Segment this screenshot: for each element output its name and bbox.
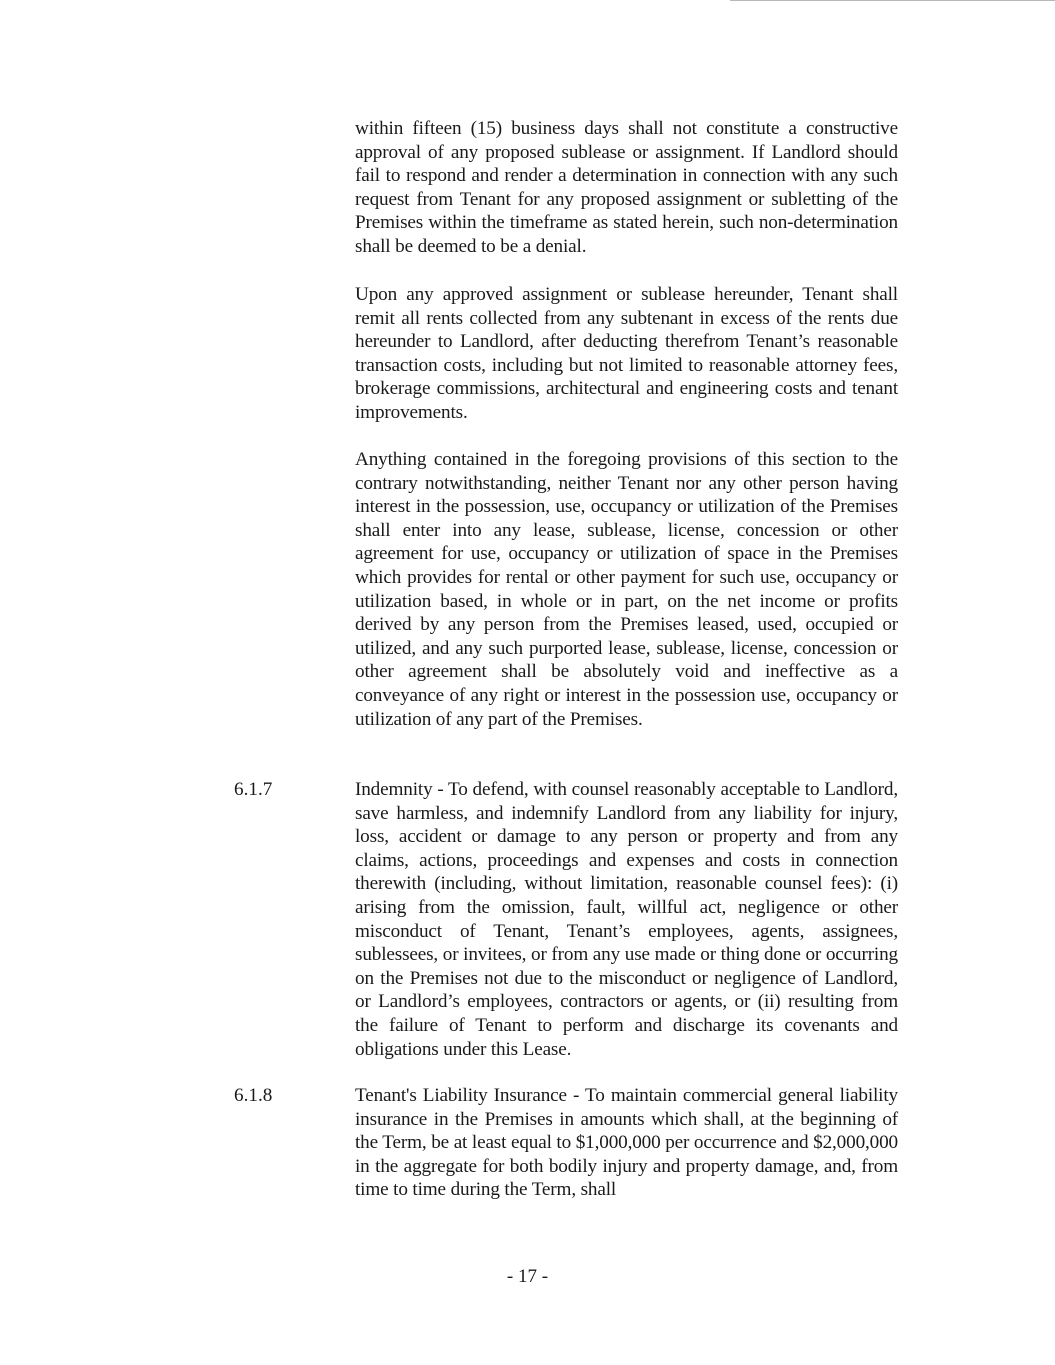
paragraph-sublease-approval: within fifteen (15) business days shall not constitute a constructive approval of any proposed sublease or assignment. If Landlord should fail to respond and render a determination in connection with any such request from Tenant for any proposed assignment or subletting of the Premises within the timeframe as stated herein, such non-determination shall be deemed to be a denial. [355, 118, 898, 257]
page-number-text: - 17 - [506, 1266, 549, 1287]
section-number: 6.1.8 [234, 1085, 273, 1106]
scan-edge-line [730, 0, 1055, 1]
paragraph-net-income-restriction: Anything contained in the foregoing provisions of this section to the contrary notwithstanding, neither Tenant nor any other person having interest in the possession, use, occupancy or utilization of the Premises shall enter into any lease, sublease, license, concession or other agreement for use, occupancy or utilization of space in the Premises which provides for rental or other payment for such use, occupancy or utilization based, in whole or in part, on the net income or profits derived by any person from the Premises leased, used, occupied or utilized, and any such purported lease, sublease, license, concession or other agreement shall be absolutely void and ineffective as a conveyance of any right or interest in the possession use, occupancy or utilization of any part of the Premises. [355, 449, 898, 730]
paragraph-excess-rents: Upon any approved assignment or sublease hereunder, Tenant shall remit all rents collected from any subtenant in excess of the rents due hereunder to Landlord, after deducting therefrom Tenant’s reasonable transaction costs, including but not limited to reasonable attorney fees, brokerage commissions, architectural and engineering costs and tenant improvements. [355, 284, 898, 423]
page-number [0, 1265, 1055, 1289]
section-text: Tenant's Liability Insurance - To maintain commercial general liability insurance in the Premises in amounts which shall, at the beginning of the Term, be at least equal to $1,000,000 per occurrence and $2,000,000 in the aggregate for both bodily injury and property damage, and, from time to time during the Term, shall [355, 1085, 898, 1201]
section-text: Indemnity - To defend, with counsel reasonably acceptable to Landlord, save harmless, and indemnify Landlord from any liability for injury, loss, accident or damage to any person or property and from any claims, actions, proceedings and expenses and costs in connection therewith (including, without limitation, reasonable counsel fees): (i) arising from the omission, fault, willful act, negligence or other misconduct of Tenant, Tenant’s employees, agents, assignees, sublessees, or invitees, or from any use made or thing done or occurring on the Premises not due to the misconduct or negligence of Landlord, or Landlord’s employees, contractors or agents, or (ii) resulting from the failure of Tenant to perform and discharge its covenants and obligations under this Lease. [355, 779, 898, 1060]
section-number: 6.1.7 [234, 779, 273, 800]
